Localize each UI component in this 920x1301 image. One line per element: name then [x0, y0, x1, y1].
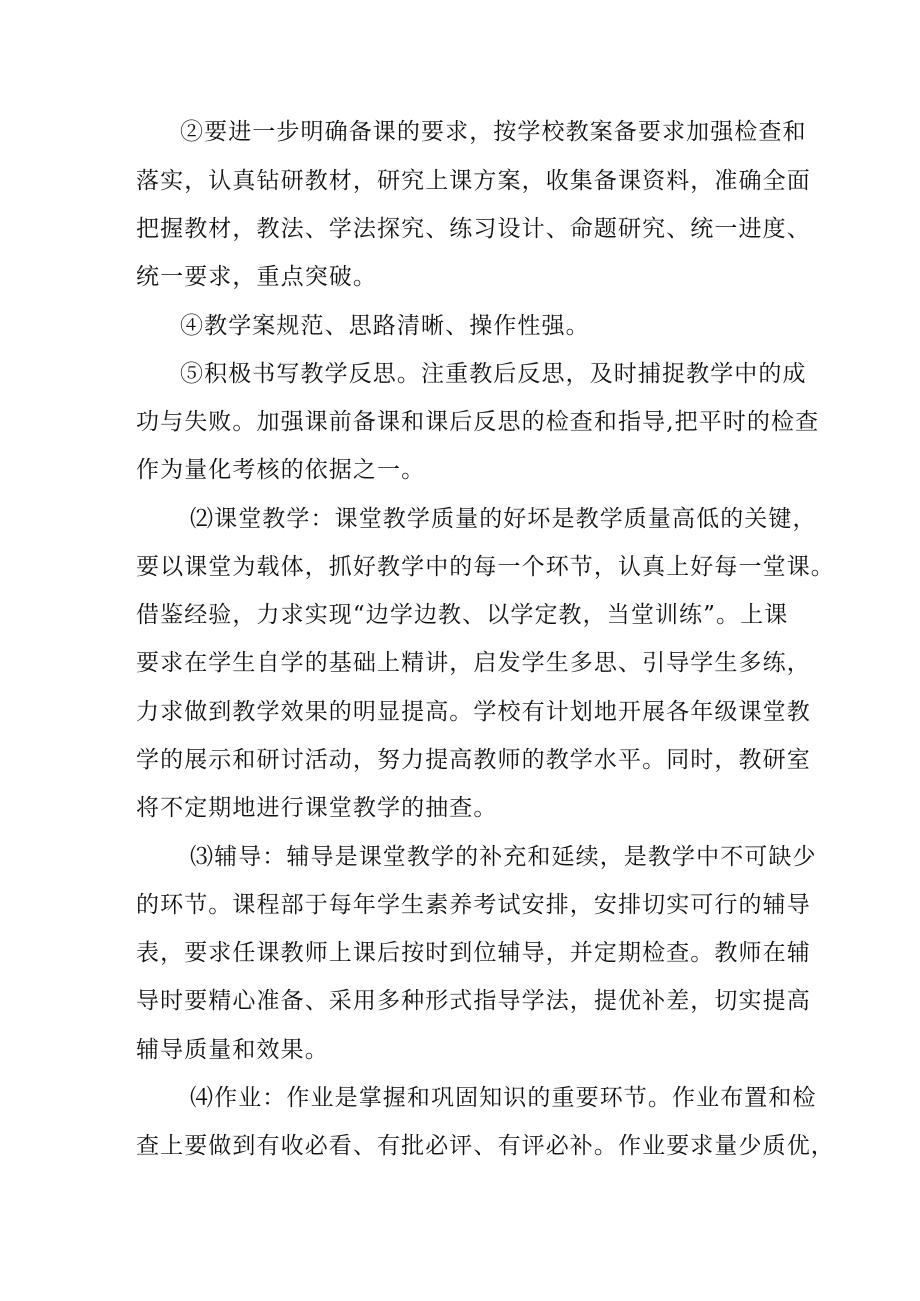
paragraph-line: 的环节。课程部于每年学生素养考试安排，安排切实可行的辅导	[136, 892, 811, 918]
paragraph-line: ④教学案规范、思路清晰、操作性强。	[180, 313, 590, 339]
paragraph-line: 落实，认真钻研教材，研究上课方案，收集备课资料，准确全面	[136, 168, 811, 194]
paragraph-line: ⑶辅导：辅导是课堂教学的补充和延续，是教学中不可缺少	[190, 844, 817, 870]
paragraph-line: 统一要求，重点突破。	[136, 264, 377, 290]
paragraph-line: 表，要求任课教师上课后按时到位辅导，并定期检查。教师在辅	[136, 940, 811, 966]
paragraph-line: ②要进一步明确备课的要求，按学校教案备要求加强检查和	[180, 119, 807, 145]
paragraph-line: ⑷作业：作业是掌握和巩固知识的重要环节。作业布置和检	[190, 1085, 817, 1111]
paragraph-line: 作为量化考核的依据之一。	[136, 457, 426, 483]
paragraph-line: ⑵课堂教学：课堂教学质量的好坏是教学质量高低的关键，	[190, 506, 817, 532]
paragraph-line: 力求做到教学效果的明显提高。学校有计划地开展各年级课堂教	[136, 699, 811, 725]
paragraph-line: 将不定期地进行课堂教学的抽查。	[136, 795, 498, 821]
paragraph-line: 要求在学生自学的基础上精讲，启发学生多思、引导学生多练，	[136, 650, 811, 676]
paragraph-line: 学的展示和研讨活动，努力提高教师的教学水平。同时，教研室	[136, 747, 811, 773]
paragraph-line: 功与失败。加强课前备课和课后反思的检查和指导,把平时的检查	[136, 409, 820, 435]
paragraph-line: 借鉴经验，力求实现“边学边教、以学定教，当堂训练”。上课	[136, 602, 789, 628]
paragraph-line: 查上要做到有收必看、有批必评、有评必补。作业要求量少质优，	[136, 1133, 835, 1159]
paragraph-line: 把握教材，教法、学法探究、练习设计、命题研究、统一进度、	[136, 216, 811, 242]
paragraph-line: ⑤积极书写教学反思。注重教后反思，及时捕捉教学中的成	[180, 361, 807, 387]
paragraph-line: 导时要精心准备、采用多种形式指导学法，提优补差，切实提高	[136, 988, 811, 1014]
paragraph-line: 辅导质量和效果。	[136, 1037, 329, 1063]
paragraph-line: 要以课堂为载体，抓好教学中的每一个环节，认真上好每一堂课。	[136, 554, 835, 580]
